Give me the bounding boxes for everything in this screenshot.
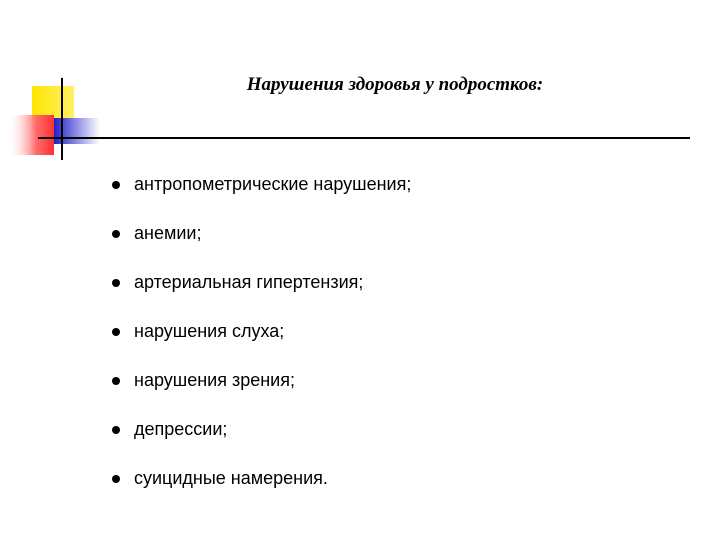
list-item-text: депрессии; (134, 419, 228, 439)
list-item-text: суицидные намерения. (134, 468, 328, 488)
bullet-list (112, 160, 411, 503)
red-square (10, 115, 54, 155)
bullet-icon (112, 230, 120, 238)
bullet-icon (112, 279, 120, 287)
list-item-text: нарушения слуха; (134, 321, 285, 341)
slide-title: Нарушения здоровья у подростков: (246, 74, 544, 95)
list-item (112, 356, 411, 405)
list-item-text: артериальная гипертензия; (134, 272, 364, 292)
list-item (112, 405, 411, 454)
blue-square (54, 118, 100, 144)
list-item (112, 258, 411, 307)
bullet-icon (112, 328, 120, 336)
list-item-text: нарушения зрения; (134, 370, 295, 390)
list-item (112, 307, 411, 356)
list-item (112, 454, 411, 503)
bullet-icon (112, 181, 120, 189)
list-item-text: антропометрические нарушения; (134, 174, 412, 194)
list-item (112, 209, 411, 258)
list-item-text: анемии; (134, 223, 202, 243)
bullet-icon (112, 475, 120, 483)
bullet-icon (112, 426, 120, 434)
bullet-icon (112, 377, 120, 385)
list-item (112, 160, 411, 209)
